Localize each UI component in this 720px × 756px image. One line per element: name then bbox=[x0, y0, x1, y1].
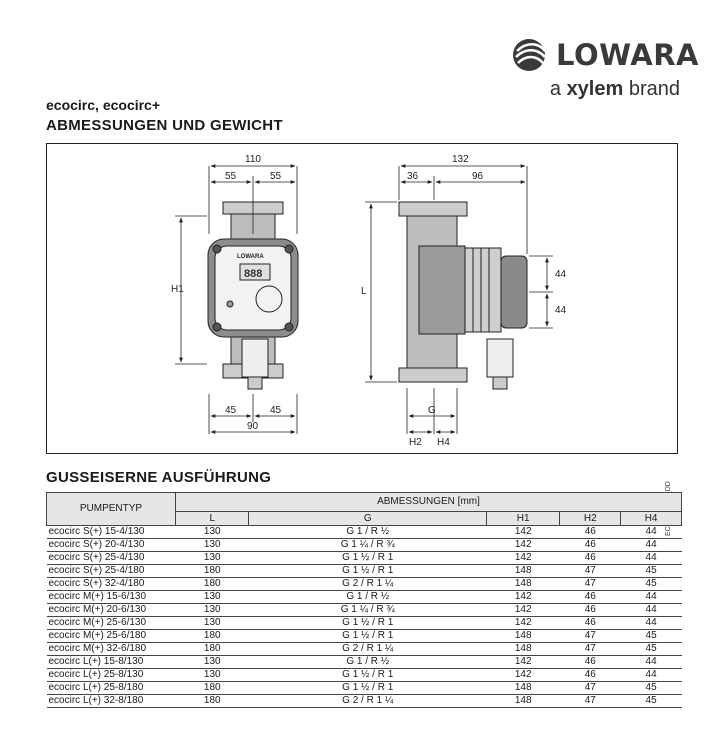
cell-l: 130 bbox=[176, 552, 249, 565]
dimensions-table bbox=[46, 492, 682, 708]
cell-pump-type: ecocirc M(+) 25-6/130 bbox=[47, 617, 176, 630]
cell-h4: 45 bbox=[621, 682, 682, 695]
cell-l: 130 bbox=[176, 604, 249, 617]
section-title-dimensions: ABMESSUNGEN UND GEWICHT bbox=[46, 117, 283, 134]
dim-side-height: L bbox=[361, 286, 367, 297]
table-row bbox=[47, 539, 682, 552]
cell-pump-type: ecocirc M(+) 25-6/180 bbox=[47, 630, 176, 643]
cell-g: G 2 / R 1 ¼ bbox=[249, 695, 486, 708]
col-header-h4: H4 bbox=[621, 512, 682, 526]
brand-tagline bbox=[550, 78, 680, 101]
cell-h2: 46 bbox=[560, 669, 621, 682]
dim-front-bottom-left: 45 bbox=[225, 405, 237, 416]
dim-side-right-bottom: 44 bbox=[555, 305, 567, 316]
cell-pump-type: ecocirc S(+) 20-4/130 bbox=[47, 539, 176, 552]
dim-front-height: H1 bbox=[171, 284, 184, 295]
dim-side-top-total: 132 bbox=[452, 154, 469, 165]
table-row bbox=[47, 565, 682, 578]
cell-h1: 142 bbox=[486, 669, 559, 682]
cell-pump-type: ecocirc L(+) 25-8/130 bbox=[47, 669, 176, 682]
dim-front-bottom-total: 90 bbox=[247, 421, 259, 432]
cell-pump-type: ecocirc M(+) 15-6/130 bbox=[47, 591, 176, 604]
product-subtitle: ecocirc, ecocirc+ bbox=[46, 97, 161, 113]
cell-h1: 148 bbox=[486, 643, 559, 656]
dim-side-bottom-left: H2 bbox=[409, 437, 422, 448]
col-header-g: G bbox=[249, 512, 486, 526]
cell-h4: 45 bbox=[621, 695, 682, 708]
cell-h4: 44 bbox=[621, 539, 682, 552]
cell-l: 130 bbox=[176, 539, 249, 552]
cell-pump-type: ecocirc M(+) 20-6/130 bbox=[47, 604, 176, 617]
pump-logo-text: LOWARA bbox=[237, 254, 264, 260]
tagline-brand: xylem bbox=[566, 78, 624, 100]
cell-h4: 45 bbox=[621, 578, 682, 591]
header-pump-type: PUMPENTYP bbox=[47, 493, 176, 526]
cell-h4: 45 bbox=[621, 630, 682, 643]
cell-h4: 44 bbox=[621, 526, 682, 539]
cell-l: 180 bbox=[176, 578, 249, 591]
cell-h1: 148 bbox=[486, 630, 559, 643]
cell-pump-type: ecocirc M(+) 32-6/180 bbox=[47, 643, 176, 656]
table-header-row bbox=[47, 493, 682, 512]
col-header-h1: H1 bbox=[486, 512, 559, 526]
dim-side-bottom-right: H4 bbox=[437, 437, 450, 448]
cell-h1: 142 bbox=[486, 656, 559, 669]
cell-h2: 47 bbox=[560, 695, 621, 708]
tagline-pre: a bbox=[549, 78, 561, 100]
brand-logo bbox=[512, 36, 700, 106]
cell-pump-type: ecocirc S(+) 25-4/180 bbox=[47, 565, 176, 578]
cell-h2: 46 bbox=[560, 591, 621, 604]
cell-l: 180 bbox=[176, 643, 249, 656]
lowara-swirl-icon bbox=[512, 38, 552, 72]
cell-h2: 46 bbox=[560, 604, 621, 617]
cell-g: G 1 ½ / R 1 bbox=[249, 682, 486, 695]
section-title-cast-iron: GUSSEISERNE AUSFÜHRUNG bbox=[46, 469, 272, 486]
brand-name: LOWARA bbox=[556, 38, 700, 72]
cell-g: G 2 / R 1 ¼ bbox=[249, 643, 486, 656]
cell-h1: 148 bbox=[486, 695, 559, 708]
table-row bbox=[47, 630, 682, 643]
table-row bbox=[47, 643, 682, 656]
cell-l: 130 bbox=[176, 526, 249, 539]
cell-h4: 44 bbox=[621, 552, 682, 565]
cell-h4: 45 bbox=[621, 643, 682, 656]
table-row bbox=[47, 526, 682, 539]
dim-front-top-left: 55 bbox=[225, 171, 237, 182]
table-row bbox=[47, 591, 682, 604]
dim-front-top-right: 55 bbox=[270, 171, 282, 182]
cell-h1: 142 bbox=[486, 552, 559, 565]
drawing-canvas bbox=[47, 144, 679, 455]
col-header-h2: H2 bbox=[560, 512, 621, 526]
cell-pump-type: ecocirc S(+) 32-4/180 bbox=[47, 578, 176, 591]
cell-pump-type: ecocirc L(+) 32-8/180 bbox=[47, 695, 176, 708]
cell-g: G 1 ½ / R 1 bbox=[249, 669, 486, 682]
cell-pump-type: ecocirc S(+) 25-4/130 bbox=[47, 552, 176, 565]
side-view bbox=[399, 202, 527, 389]
cell-h2: 46 bbox=[560, 526, 621, 539]
cell-h2: 46 bbox=[560, 617, 621, 630]
cell-g: G 1 ½ / R 1 bbox=[249, 617, 486, 630]
cell-h2: 47 bbox=[560, 565, 621, 578]
cell-g: G 1 ½ / R 1 bbox=[249, 630, 486, 643]
cell-l: 180 bbox=[176, 695, 249, 708]
table-row bbox=[47, 578, 682, 591]
table-row bbox=[47, 617, 682, 630]
cell-g: G 1 ½ / R 1 bbox=[249, 565, 486, 578]
cell-g: G 1 ½ / R 1 bbox=[249, 552, 486, 565]
cell-h2: 46 bbox=[560, 656, 621, 669]
cell-pump-type: ecocirc L(+) 25-8/180 bbox=[47, 682, 176, 695]
table-row bbox=[47, 682, 682, 695]
cell-pump-type: ecocirc L(+) 15-8/130 bbox=[47, 656, 176, 669]
dim-front-bottom-right: 45 bbox=[270, 405, 282, 416]
cell-h4: 44 bbox=[621, 656, 682, 669]
dimension-drawing bbox=[46, 143, 678, 454]
cell-l: 130 bbox=[176, 617, 249, 630]
cell-g: G 1 ¼ / R ¾ bbox=[249, 604, 486, 617]
svg-text:888: 888 bbox=[244, 268, 263, 280]
table-row bbox=[47, 695, 682, 708]
cell-h4: 44 bbox=[621, 604, 682, 617]
cell-h1: 142 bbox=[486, 539, 559, 552]
cell-h1: 148 bbox=[486, 682, 559, 695]
dim-front-top-total: 110 bbox=[245, 154, 261, 165]
dim-side-connection: G bbox=[428, 405, 436, 416]
table-row bbox=[47, 604, 682, 617]
cell-g: G 1 / R ½ bbox=[249, 526, 486, 539]
cell-h2: 46 bbox=[560, 539, 621, 552]
header-dimensions: ABMESSUNGEN [mm] bbox=[176, 493, 682, 512]
cell-l: 180 bbox=[176, 682, 249, 695]
cell-l: 130 bbox=[176, 656, 249, 669]
table-row bbox=[47, 669, 682, 682]
cell-l: 130 bbox=[176, 669, 249, 682]
cell-h1: 142 bbox=[486, 591, 559, 604]
cell-g: G 2 / R 1 ¼ bbox=[249, 578, 486, 591]
cell-g: G 1 ¼ / R ¾ bbox=[249, 539, 486, 552]
cell-l: 180 bbox=[176, 565, 249, 578]
cell-l: 130 bbox=[176, 591, 249, 604]
cell-h2: 47 bbox=[560, 630, 621, 643]
tagline-post: brand bbox=[628, 78, 680, 100]
cell-h4: 44 bbox=[621, 669, 682, 682]
cell-h2: 46 bbox=[560, 552, 621, 565]
cell-l: 180 bbox=[176, 630, 249, 643]
cell-g: G 1 / R ½ bbox=[249, 591, 486, 604]
cell-h4: 44 bbox=[621, 617, 682, 630]
dim-side-top-left: 36 bbox=[407, 171, 419, 182]
table-row bbox=[47, 656, 682, 669]
col-header-l: L bbox=[176, 512, 249, 526]
cell-h4: 45 bbox=[621, 565, 682, 578]
cell-h2: 47 bbox=[560, 682, 621, 695]
table-body bbox=[47, 526, 682, 708]
cell-h1: 148 bbox=[486, 565, 559, 578]
cell-pump-type: ecocirc S(+) 15-4/130 bbox=[47, 526, 176, 539]
dim-side-top-right: 96 bbox=[472, 171, 484, 182]
dim-side-right-top: 44 bbox=[555, 269, 567, 280]
table-row bbox=[47, 552, 682, 565]
cell-h4: 44 bbox=[621, 591, 682, 604]
cell-h1: 148 bbox=[486, 578, 559, 591]
cell-h1: 142 bbox=[486, 526, 559, 539]
cell-h1: 142 bbox=[486, 604, 559, 617]
cell-h2: 47 bbox=[560, 643, 621, 656]
cell-h1: 142 bbox=[486, 617, 559, 630]
cell-h2: 47 bbox=[560, 578, 621, 591]
cell-g: G 1 / R ½ bbox=[249, 656, 486, 669]
